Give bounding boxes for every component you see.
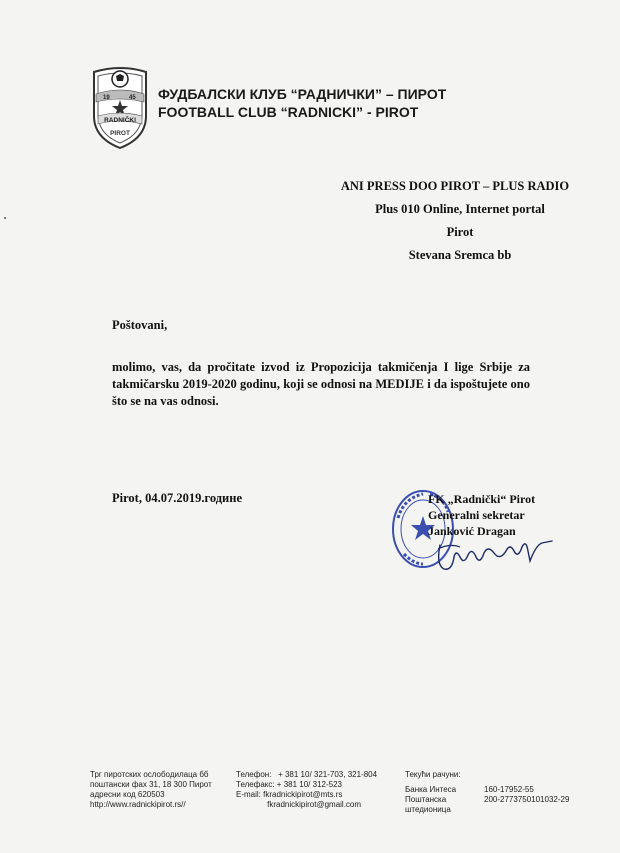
bank-account: 200-2773750101032-29 xyxy=(484,795,570,804)
footer-address xyxy=(90,770,212,810)
club-name-cyrillic: ФУДБАЛСКИ КЛУБ “РАДНИЧКИ” – ПИРОТ xyxy=(158,86,447,102)
footer-address-line: адресни код 620503 xyxy=(90,790,165,799)
club-logo xyxy=(88,66,152,150)
club-name xyxy=(158,85,446,121)
signature-name: Janković Dragan xyxy=(428,524,516,538)
footer-email-2: fkradnickipirot@gmail.com xyxy=(236,800,362,809)
footer-phone: Телефон: + 381 10/ 321-703, 321-804 xyxy=(236,770,378,779)
signature-club: FK „Radnički“ Pirot xyxy=(428,492,536,506)
handwritten-signature xyxy=(430,535,555,575)
scan-speck xyxy=(4,217,6,219)
footer-bank-heading: Текући рачуни: xyxy=(405,770,461,779)
svg-text:19: 19 xyxy=(103,95,110,101)
bank-row xyxy=(405,785,569,795)
bank-name: Поштанска xyxy=(405,795,447,804)
bank-name: штедионица xyxy=(405,805,451,814)
recipient-line: Pirot xyxy=(446,225,474,239)
svg-text:45: 45 xyxy=(129,95,136,101)
signature-block xyxy=(428,491,535,539)
footer-fax: Телефакс: + 381 10/ 312-523 xyxy=(236,780,342,789)
recipient-line: ANI PRESS DOO PIROT – PLUS RADIO xyxy=(340,179,570,193)
signature-title: Generalni sekretar xyxy=(428,508,525,522)
footer-bank xyxy=(405,770,569,815)
bank-account: 160-17952-55 xyxy=(484,785,534,794)
club-name-latin: FOOTBALL CLUB “RADNICKI” - PIROT xyxy=(158,104,419,120)
place-date: Pirot, 04.07.2019.године xyxy=(112,491,242,505)
footer-address-line: Трг пиротских ослободилаца бб xyxy=(90,770,209,779)
bank-row xyxy=(405,795,569,805)
recipient-block xyxy=(300,178,620,270)
footer-website: http://www.radnickipirot.rs// xyxy=(90,800,186,809)
footer-address-line: поштански фах 31, 18 300 Пирот xyxy=(90,780,212,789)
footer-email: E-mail: fkradnickipirot@mts.rs xyxy=(236,790,343,799)
bank-name: Банка Интеса xyxy=(405,785,457,794)
recipient-line: Stevana Sremca bb xyxy=(408,248,512,262)
recipient-line: Plus 010 Online, Internet portal xyxy=(375,202,545,216)
footer-contact xyxy=(236,770,377,810)
svg-text:PIROT: PIROT xyxy=(110,130,130,137)
svg-text:RADNIČKI: RADNIČKI xyxy=(104,117,136,124)
bank-row xyxy=(405,805,569,815)
letter-body: molimo, vas, da pročitate izvod iz Propozicija takmičenja I lige Srbije za takmičarsku 2019-2020 godinu, koji se odnosi na MEDIJE i da ispoštujete ono što se na vas odnosi. xyxy=(112,360,530,408)
salutation: Poštovani, xyxy=(112,318,168,332)
